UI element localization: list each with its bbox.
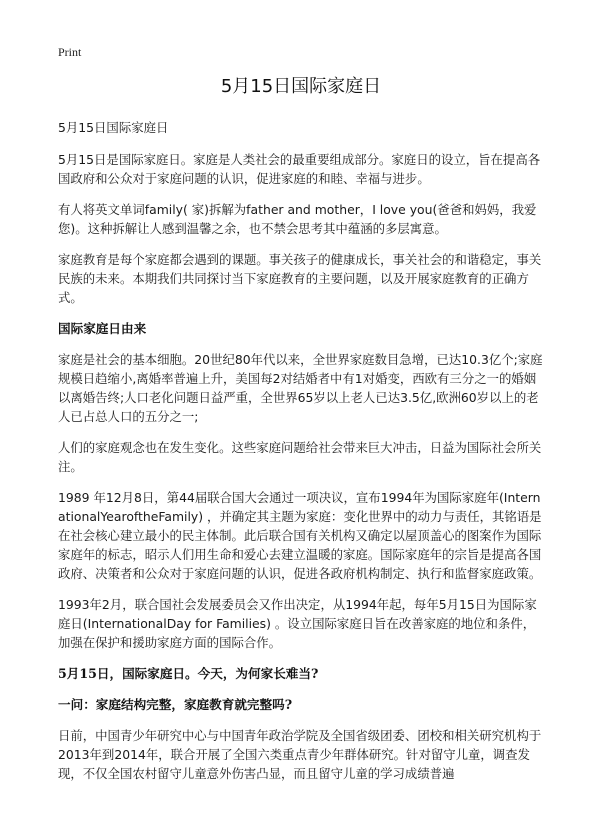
heading-why-hard: 5月15日，国际家庭日。今天，为何家长难当? <box>58 666 319 681</box>
paragraph-family-concept: 人们的家庭观念也在发生变化。这些家庭问题给社会带来巨大冲击，日益为国际社会所关注。 <box>58 440 542 474</box>
heading-question-one: 一问：家庭结构完整，家庭教育就完整吗? <box>58 697 293 712</box>
paragraph-intro: 5月15日是国际家庭日。家庭是人类社会的最重要组成部分。家庭日的设立，旨在提高各国政府和公众对于家庭问题的认识，促进家庭的和睦、幸福与进步。 <box>58 152 541 186</box>
heading-origin: 国际家庭日由来 <box>58 321 147 336</box>
paragraph-un-decision: 1993年2月，联合国社会发展委员会又作出决定，从1994年起，每年5月15日为国际家庭日(InternationalDay for Families) 。设立国际家庭日旨在改善家庭的地位和条件，加强在保护和援助家庭方面的国际合作。 <box>58 597 537 650</box>
print-link[interactable]: Print <box>58 45 82 59</box>
paragraph-un-resolution: 1989 年12月8日，第44届联合国大会通过一项决议，宣布1994年为国际家庭年(InternationalYearoftheFamily) ，并确定其主题为家庭：变化世界中的动力与责任，其铭语是在社会核心建立最小的民主体制。此后联合国有关机构又确定以屋顶盖心的图案作为国际家庭年的标志，昭示人们用生命和爱心去建立温暖的家庭。国际家庭年的宗旨是提高各国政府、决策者和公众对于家庭问题的认识，促进各政府机构制定、执行和监督家庭政策。 <box>58 490 542 581</box>
paragraph-family-education: 家庭教育是每个家庭都会遇到的课题。事关孩子的健康成长，事关社会的和谐稳定，事关民族的未来。本期我们共同探讨当下家庭教育的主要问题，以及开展家庭教育的正确方式。 <box>58 252 542 305</box>
document-subtitle: 5月15日国际家庭日 <box>58 120 169 135</box>
document-title: 5月15日国际家庭日 <box>220 76 382 97</box>
paragraph-family-word: 有人将英文单词family( 家)拆解为father and mother，I love you(爸爸和妈妈，我爱您)。这种拆解让人感到温馨之余，也不禁会思考其中蕴涵的多层寓意。 <box>58 202 537 236</box>
paragraph-family-cell: 家庭是社会的基本细胞。20世纪80年代以来，全世界家庭数目急增，已达10.3亿个;家庭规模日趋缩小,离婚率普遍上升，美国每2对结婚者中有1对婚变，西欧有三分之一的婚姻以离婚告终;人口老化问题日益严重，全世界65岁以上老人已达3.5亿,欧洲60岁以上的老人已占总人口的五分之一; <box>58 352 543 424</box>
paragraph-research: 日前，中国青少年研究中心与中国青年政治学院及全国省级团委、团校和相关研究机构于2013年到2014年，联合开展了全国六类重点青少年群体研究。针对留守儿童，调查发现，不仅全国农村留守儿童意外伤害凸显，而且留守儿童的学习成绩普遍 <box>58 728 542 781</box>
